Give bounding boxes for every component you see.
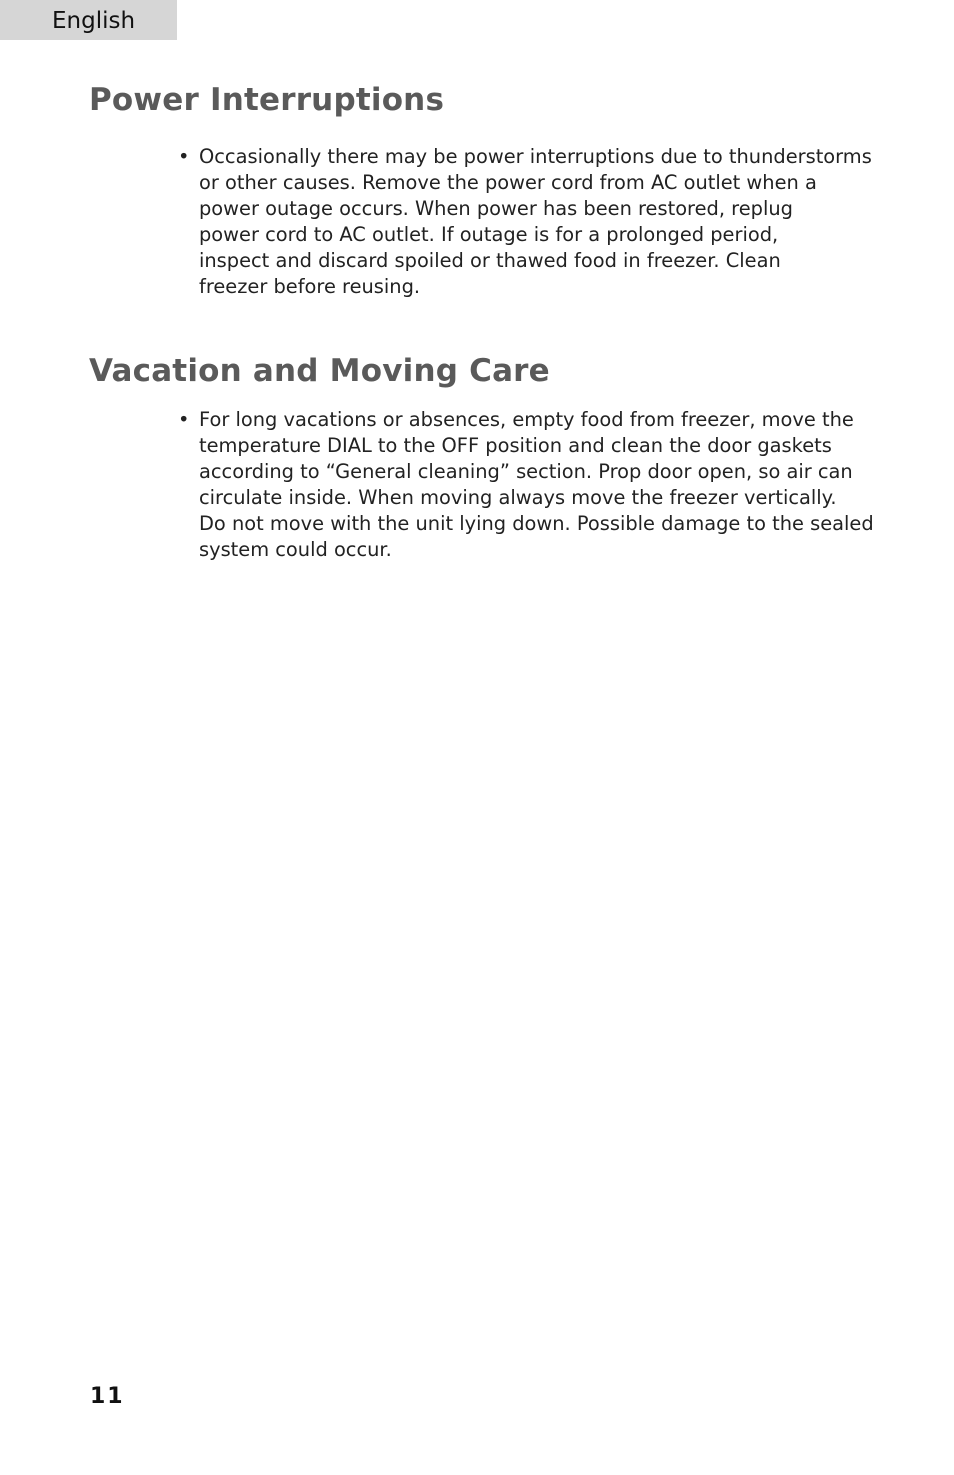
section-title-vacation-and-moving-care: Vacation and Moving Care (89, 353, 550, 389)
paragraph-line: Occasionally there may be power interruptions due to thunderstorms (199, 145, 872, 168)
bullet-item-power-interruptions (178, 144, 872, 300)
paragraph-line: Do not move with the unit lying down. Possible damage to the sealed (199, 512, 874, 535)
paragraph-line: freezer before reusing. (199, 275, 421, 298)
section-title-power-interruptions: Power Interruptions (89, 82, 445, 118)
bullet-item-vacation-and-moving-care (178, 407, 874, 563)
paragraph-line: system could occur. (199, 538, 392, 561)
paragraph-line: inspect and discard spoiled or thawed food in freezer. Clean (199, 249, 781, 272)
bullet-icon: • (178, 408, 190, 431)
language-tab: English (0, 0, 177, 40)
paragraph-line: For long vacations or absences, empty food from freezer, move the (199, 408, 854, 431)
bullet-icon: • (178, 145, 190, 168)
paragraph-line: according to “General cleaning” section. Prop door open, so air can (199, 460, 853, 483)
paragraph-line: power outage occurs. When power has been restored, replug (199, 197, 793, 220)
paragraph-line: circulate inside. When moving always move the freezer vertically. (199, 486, 837, 509)
page-number: 11 (90, 1384, 125, 1409)
paragraph-line: power cord to AC outlet. If outage is for a prolonged period, (199, 223, 779, 246)
paragraph-line: temperature DIAL to the OFF position and clean the door gaskets (199, 434, 832, 457)
paragraph-line: or other causes. Remove the power cord from AC outlet when a (199, 171, 817, 194)
